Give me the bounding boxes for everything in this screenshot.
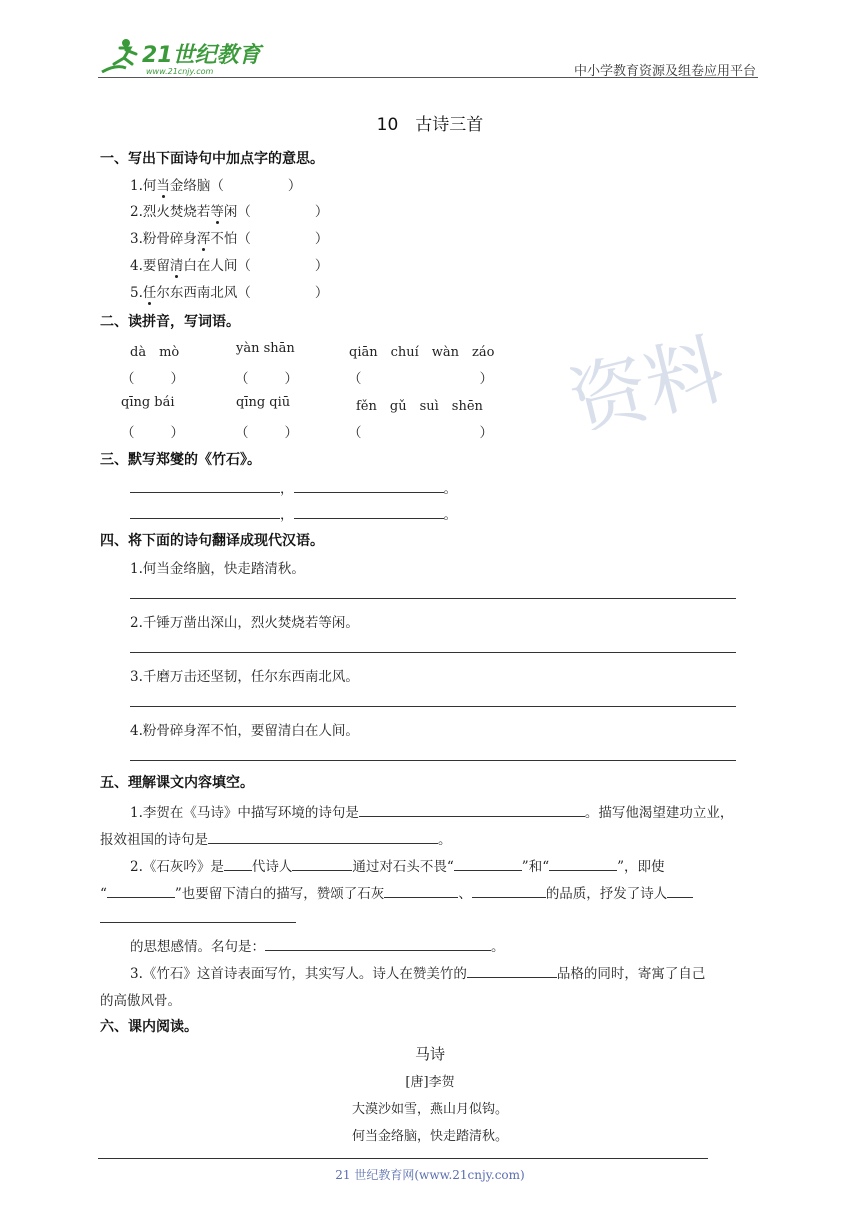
pinyin: qīng bái	[121, 395, 175, 410]
q1-item: 4.要留清白在人间（ ）	[130, 258, 329, 274]
pinyin: fěn gǔ suì shēn	[356, 399, 483, 414]
answer-paren: （ ）	[235, 425, 298, 441]
header-divider	[98, 77, 758, 78]
fill-line: 1.李贺在《马诗》中描写环境的诗句是 。描写他渴望建功立业，	[130, 801, 733, 821]
svg-text:资料: 资料	[570, 330, 734, 430]
site-logo	[96, 34, 266, 78]
pinyin: qiān chuí wàn záo	[349, 345, 495, 360]
footer-link[interactable]: 21 世纪教育网(www.21cnjy.com)	[335, 1168, 525, 1182]
poem-title: 马诗	[414, 1045, 445, 1063]
page-title: 10 古诗三首	[376, 115, 484, 135]
fill-line: 的思想感情。名句是： 。	[130, 935, 505, 955]
watermark	[570, 330, 750, 434]
section-3-heading: 三、默写郑燮的《竹石》。	[100, 452, 261, 468]
poem-line: 何当金络脑，快走踏清秋。	[351, 1129, 508, 1144]
fill-line: 报效祖国的诗句是 。	[100, 828, 452, 848]
dotted-char: 清	[169, 258, 184, 274]
q1-item: 2.烈火焚烧若等闲（ ）	[130, 204, 329, 220]
section-1-heading: 一、写出下面诗句中加点字的意思。	[100, 151, 324, 167]
answer-line	[130, 652, 736, 653]
q1-item: 3.粉骨碎身浑不怕（ ）	[130, 231, 329, 247]
fill-line: 3.《竹石》这首诗表面写竹，其实写人。诗人在赞美竹的 品格的同时，寄寓了自己	[130, 962, 705, 982]
answer-paren: （ ）	[121, 371, 184, 387]
answer-paren: （ ）	[348, 425, 493, 441]
q1-item: 1.何当金络脑（ ）	[130, 178, 302, 194]
poem-line: 大漠沙如雪，燕山月似钩。	[351, 1102, 508, 1117]
answer-line	[130, 706, 736, 707]
pinyin: qīng qiū	[236, 395, 291, 410]
pinyin: yàn shān	[236, 341, 295, 356]
answer-paren: （ ）	[121, 425, 184, 441]
section-2-heading: 二、读拼音，写词语。	[100, 314, 240, 330]
section-5-heading: 五、理解课文内容填空。	[100, 775, 254, 791]
translate-item: 4.粉骨碎身浑不怕，要留清白在人间。	[130, 723, 359, 739]
logo-text: 21世纪教育	[142, 43, 261, 68]
fill-line: 的高傲风骨。	[100, 993, 181, 1009]
section-4-heading: 四、将下面的诗句翻译成现代汉语。	[100, 533, 324, 549]
fill-line: 2.《石灰吟》是 代诗人 通过对石头不畏“ ”和“ ”，即使	[130, 855, 665, 875]
dotted-char: 当	[156, 178, 170, 194]
translate-item: 1.何当金络脑，快走踏清秋。	[130, 561, 305, 577]
answer-line	[130, 760, 736, 761]
answer-paren: （ ）	[235, 371, 298, 387]
logo-url: www.21cnjy.com	[146, 67, 214, 76]
translate-item: 3.千磨万击还坚韧，任尔东西南北风。	[130, 669, 359, 685]
answer-paren: （ ）	[348, 371, 493, 387]
recite-line: ， 。	[130, 477, 457, 497]
answer-line	[100, 922, 296, 923]
dotted-char: 任	[142, 285, 157, 301]
dotted-char: 浑	[196, 231, 211, 247]
pinyin: dà mò	[130, 345, 180, 360]
answer-line	[130, 598, 736, 599]
fill-line: “ ”也要留下清白的描写，赞颂了石灰 、 的品质，抒发了诗人	[100, 882, 693, 902]
footer-divider	[98, 1158, 708, 1159]
recite-line: ， 。	[130, 503, 457, 523]
q1-item: 5.任尔东西南北风（ ）	[130, 285, 329, 301]
poem-author: [唐]李贺	[405, 1075, 455, 1090]
platform-label: 中小学教育资源及组卷应用平台	[574, 64, 757, 79]
dotted-char: 等	[210, 204, 224, 220]
translate-item: 2.千锤万凿出深山，烈火焚烧若等闲。	[130, 615, 359, 631]
section-6-heading: 六、课内阅读。	[100, 1019, 198, 1035]
